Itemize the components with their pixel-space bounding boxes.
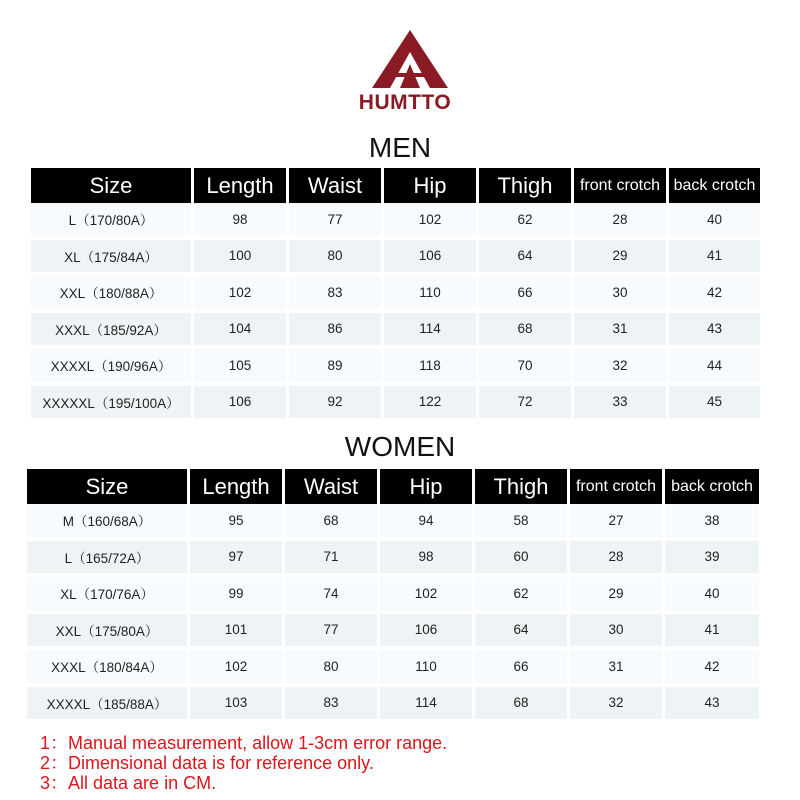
measure-cell: 106 (380, 614, 475, 651)
measure-cell: 29 (574, 240, 669, 277)
brand-name: HUMTTO (358, 91, 452, 114)
table-row (31, 313, 760, 350)
size-cell: XXXL（185/92A） (31, 313, 194, 350)
measure-cell: 43 (669, 313, 760, 350)
measure-cell: 110 (384, 276, 479, 313)
measure-cell: 60 (475, 541, 570, 578)
women-header-length: Length (190, 469, 285, 504)
measure-cell: 40 (669, 203, 760, 240)
women-table-body (27, 504, 759, 723)
measure-cell: 45 (669, 386, 760, 423)
measure-cell: 68 (285, 504, 380, 541)
measure-cell: 33 (574, 386, 669, 423)
measure-cell: 28 (574, 203, 669, 240)
men-header-waist: Waist (289, 168, 384, 203)
table-row (31, 386, 760, 423)
men-header-back-crotch: back crotch (669, 168, 760, 203)
measure-cell: 27 (570, 504, 665, 541)
measure-cell: 98 (194, 203, 289, 240)
measure-cell: 101 (190, 614, 285, 651)
measure-cell: 98 (380, 541, 475, 578)
size-cell: XL（175/84A） (31, 240, 194, 277)
measure-cell: 58 (475, 504, 570, 541)
women-header-back-crotch: back crotch (665, 469, 759, 504)
men-table-body (31, 203, 760, 422)
measure-cell: 114 (380, 687, 475, 724)
men-header-size: Size (31, 168, 194, 203)
men-header-row (31, 168, 760, 203)
size-cell: M（160/68A） (27, 504, 190, 541)
measure-cell: 68 (475, 687, 570, 724)
size-cell: XXL（180/88A） (31, 276, 194, 313)
measure-cell: 106 (194, 386, 289, 423)
measure-cell: 99 (190, 577, 285, 614)
measure-cell: 70 (479, 349, 574, 386)
men-size-table (31, 168, 760, 422)
measure-cell: 110 (380, 650, 475, 687)
measure-cell: 68 (479, 313, 574, 350)
measure-cell: 106 (384, 240, 479, 277)
measure-cell: 29 (570, 577, 665, 614)
women-header-size: Size (27, 469, 190, 504)
measure-cell: 41 (665, 614, 759, 651)
men-section-title: MEN (368, 132, 432, 163)
measure-cell: 39 (665, 541, 759, 578)
size-cell: XXXXXL（195/100A） (31, 386, 194, 423)
women-section-title: WOMEN (344, 431, 456, 462)
note-1: 1：Manual measurement, allow 1-3cm error range. (40, 733, 448, 753)
note-2: 2：Dimensional data is for reference only. (40, 753, 374, 773)
size-cell: XXXXL（190/96A） (31, 349, 194, 386)
men-header-hip: Hip (384, 168, 479, 203)
measure-cell: 83 (285, 687, 380, 724)
women-header-hip: Hip (380, 469, 475, 504)
measure-cell: 32 (570, 687, 665, 724)
measure-cell: 103 (190, 687, 285, 724)
women-header-thigh: Thigh (475, 469, 570, 504)
measure-cell: 89 (289, 349, 384, 386)
women-header-waist: Waist (285, 469, 380, 504)
table-row (27, 577, 759, 614)
note-3: 3：All data are in CM. (40, 773, 217, 793)
measure-cell: 40 (665, 577, 759, 614)
table-row (31, 203, 760, 240)
table-row (27, 650, 759, 687)
measure-cell: 122 (384, 386, 479, 423)
women-header-front-crotch: front crotch (570, 469, 665, 504)
measure-cell: 92 (289, 386, 384, 423)
measure-cell: 77 (289, 203, 384, 240)
measure-cell: 64 (479, 240, 574, 277)
women-header-row (27, 469, 759, 504)
measure-cell: 102 (194, 276, 289, 313)
measure-cell: 30 (574, 276, 669, 313)
measure-cell: 80 (285, 650, 380, 687)
measure-cell: 102 (190, 650, 285, 687)
measure-cell: 62 (475, 577, 570, 614)
measure-cell: 100 (194, 240, 289, 277)
measure-cell: 66 (475, 650, 570, 687)
measure-cell: 102 (384, 203, 479, 240)
measure-cell: 38 (665, 504, 759, 541)
measure-cell: 77 (285, 614, 380, 651)
notes (40, 733, 447, 793)
size-cell: XXXL（180/84A） (27, 650, 190, 687)
measure-cell: 30 (570, 614, 665, 651)
measure-cell: 42 (665, 650, 759, 687)
measure-cell: 28 (570, 541, 665, 578)
size-cell: L（165/72A） (27, 541, 190, 578)
table-row (31, 240, 760, 277)
size-cell: L（170/80A） (31, 203, 194, 240)
men-header-thigh: Thigh (479, 168, 574, 203)
table-row (27, 541, 759, 578)
table-row (27, 504, 759, 541)
measure-cell: 83 (289, 276, 384, 313)
measure-cell: 118 (384, 349, 479, 386)
measure-cell: 97 (190, 541, 285, 578)
measure-cell: 94 (380, 504, 475, 541)
measure-cell: 86 (289, 313, 384, 350)
measure-cell: 41 (669, 240, 760, 277)
measure-cell: 114 (384, 313, 479, 350)
measure-cell: 95 (190, 504, 285, 541)
table-row (31, 276, 760, 313)
measure-cell: 31 (570, 650, 665, 687)
size-cell: XXXXL（185/88A） (27, 687, 190, 724)
measure-cell: 102 (380, 577, 475, 614)
measure-cell: 42 (669, 276, 760, 313)
measure-cell: 80 (289, 240, 384, 277)
measure-cell: 105 (194, 349, 289, 386)
measure-cell: 31 (574, 313, 669, 350)
measure-cell: 43 (665, 687, 759, 724)
table-row (27, 614, 759, 651)
size-cell: XL（170/76A） (27, 577, 190, 614)
women-size-table (27, 469, 759, 723)
measure-cell: 71 (285, 541, 380, 578)
men-header-front-crotch: front crotch (574, 168, 669, 203)
table-row (27, 687, 759, 724)
men-header-length: Length (194, 168, 289, 203)
measure-cell: 104 (194, 313, 289, 350)
measure-cell: 64 (475, 614, 570, 651)
measure-cell: 74 (285, 577, 380, 614)
measure-cell: 32 (574, 349, 669, 386)
triangle-a-logo-icon (350, 28, 470, 90)
measure-cell: 72 (479, 386, 574, 423)
measure-cell: 66 (479, 276, 574, 313)
measure-cell: 62 (479, 203, 574, 240)
size-cell: XXL（175/80A） (27, 614, 190, 651)
table-row (31, 349, 760, 386)
measure-cell: 44 (669, 349, 760, 386)
